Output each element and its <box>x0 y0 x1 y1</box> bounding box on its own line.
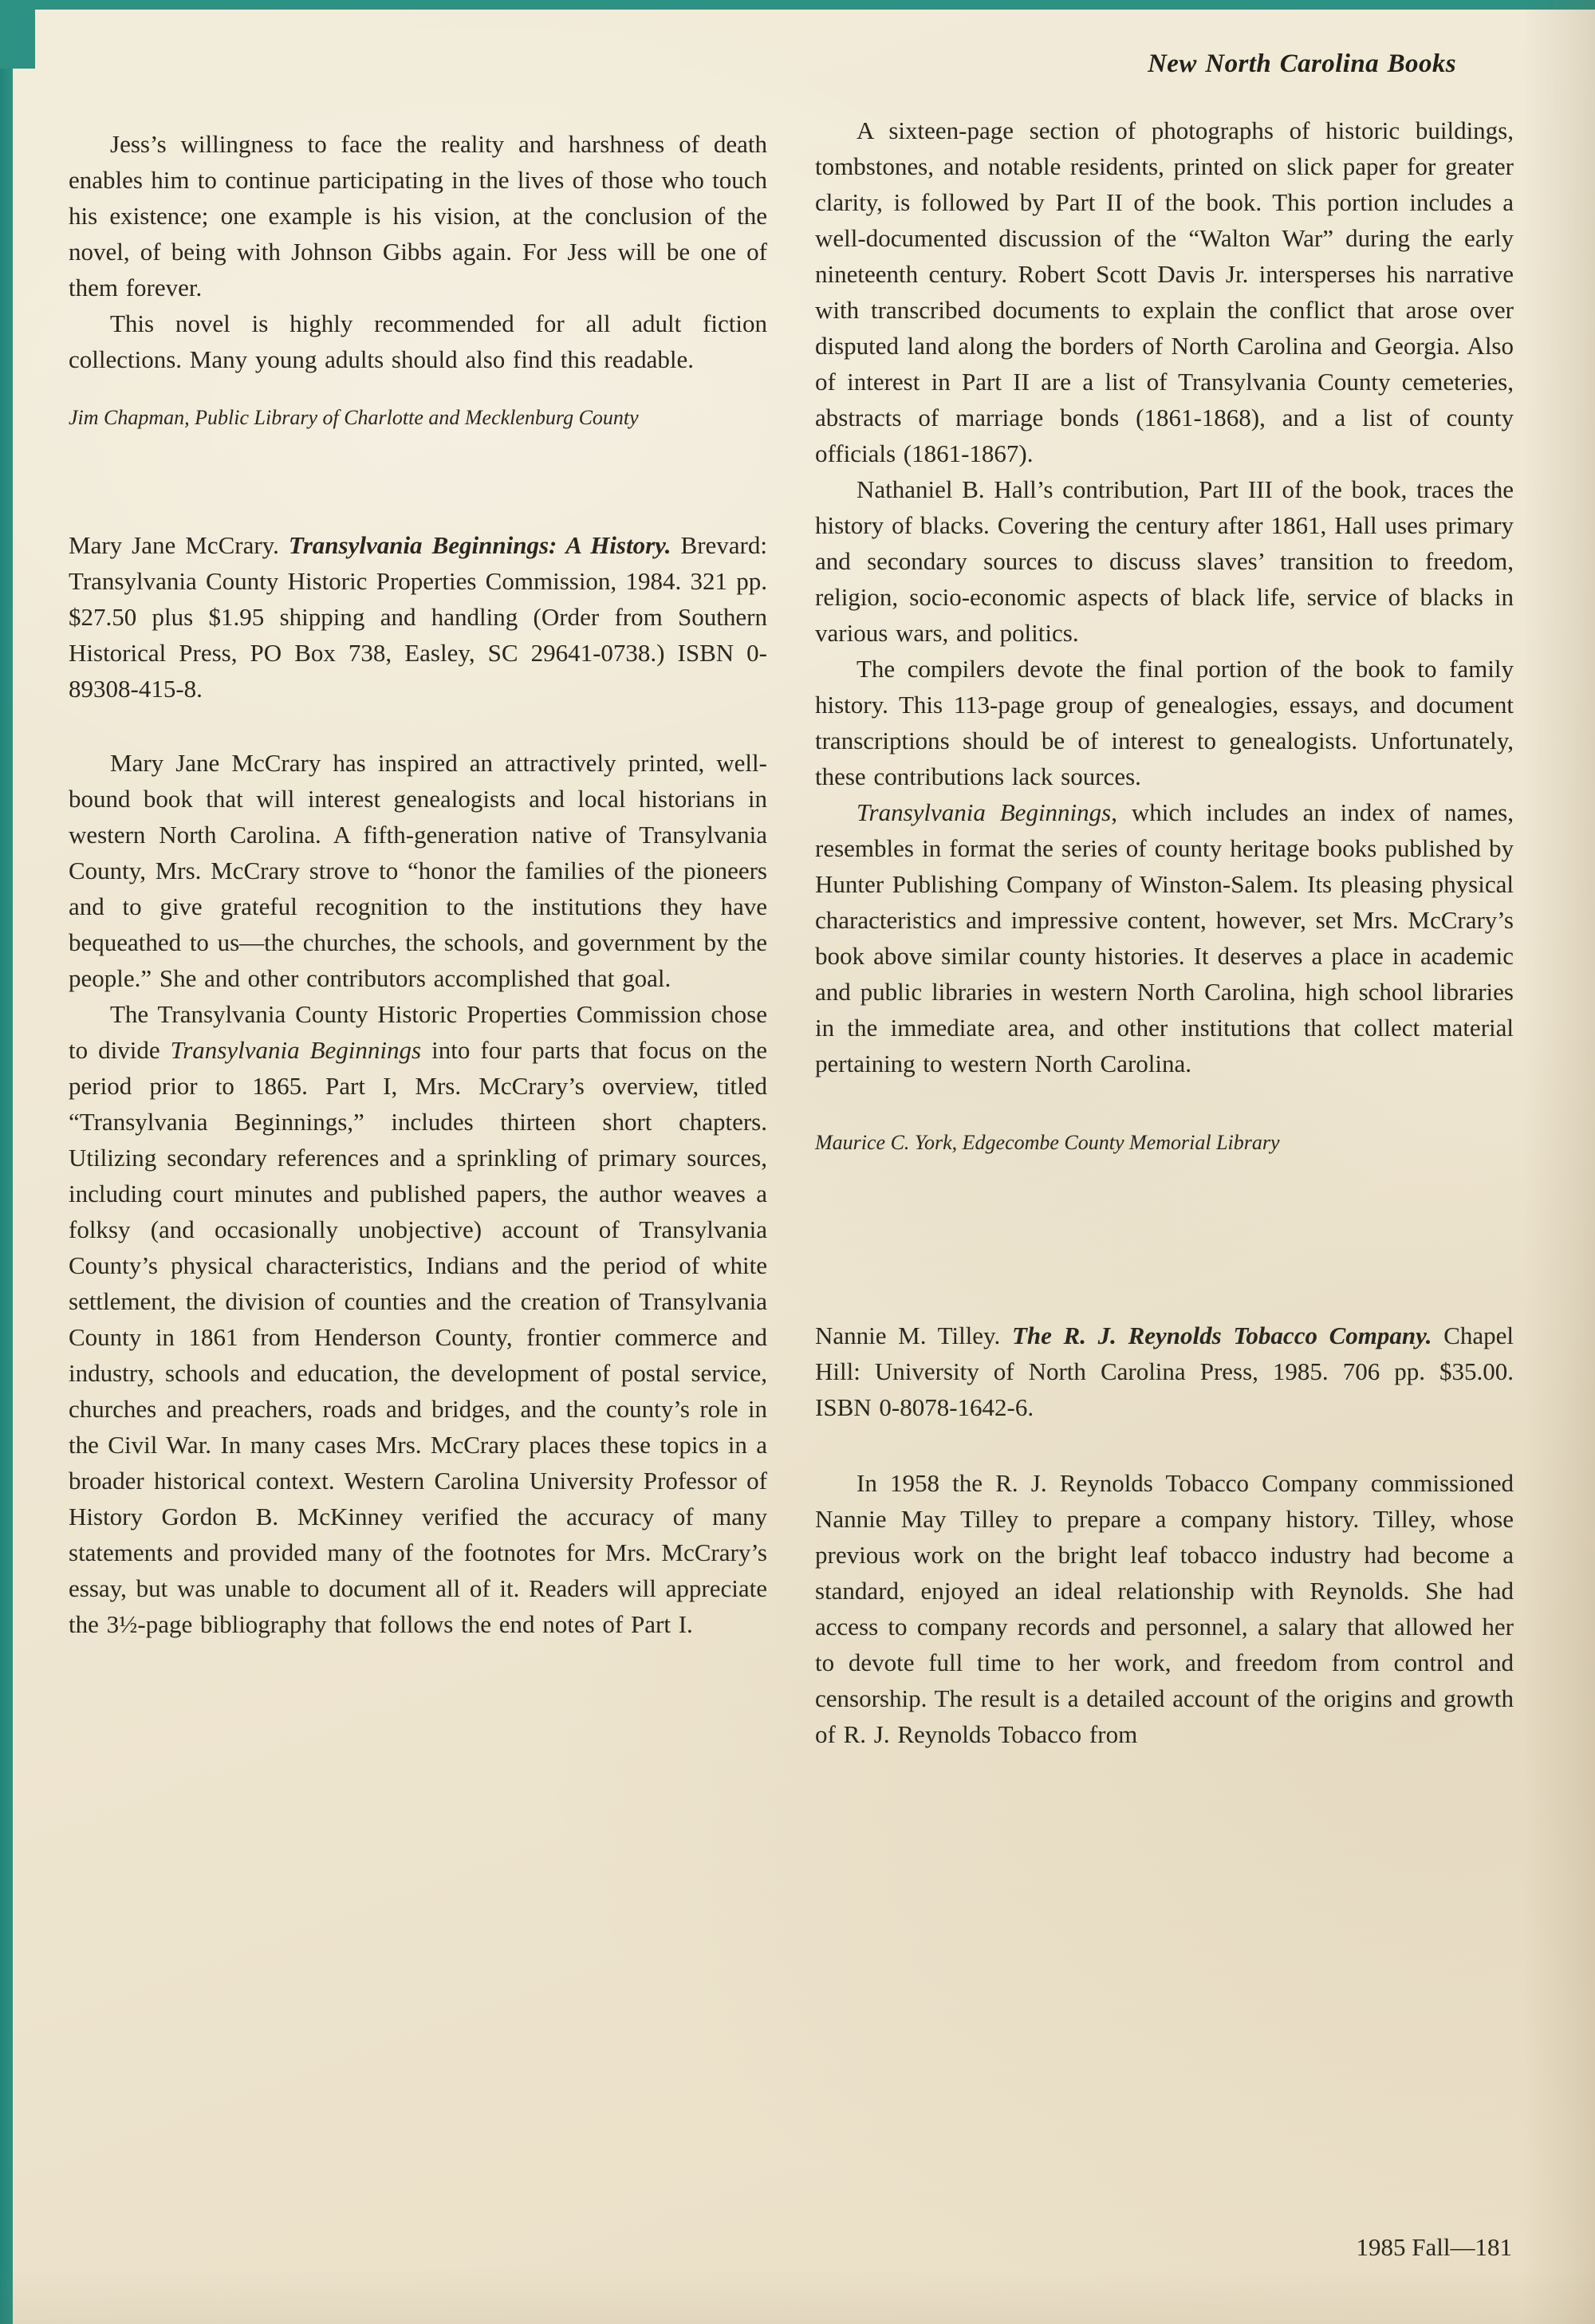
page-bottom-shadow <box>0 2268 1595 2324</box>
review-paragraph: The Transylvania County Historic Properties Commission chose to divide Transylvania Beginnings into four parts that focus on the period prior to 1865. Part I, Mrs. McCrary’s overview, titled “Transylvania Beginnings,” includes thirteen short chapters. Utilizing secondary references and a sprinkling of primary sources, including court minutes and published papers, the author weaves a folksy (and occasionally unobjective) account of Transylvania County’s physical characteristics, Indians and the period of white settlement, the division of counties and the creation of Transylvania County in 1861 from Henderson County, frontier commerce and industry, schools and education, the development of postal service, churches and preachers, roads and bridges, and the county’s role in the Civil War. In many cases Mrs. McCrary places these topics in a broader historical context. Western Carolina University Professor of History Gordon B. McKinney verified the accuracy of many statements and provided many of the footnotes for Mrs. McCrary’s essay, but was unable to document all of it. Readers will appreciate the 3½-page bibliography that follows the end notes of Part I. <box>69 1000 767 1638</box>
issue-page-number: 1985 Fall—181 <box>1356 2233 1512 2261</box>
page-content <box>69 37 1514 1752</box>
scan-edge-left <box>0 0 13 2324</box>
review-paragraph: Nathaniel B. Hall’s contribution, Part III of the book, traces the history of blacks. Covering the century after 1861, Hall uses primary and secondary sources to discuss slaves’ transition to freedom, religion, socio-economic aspects of black life, service of blacks in various wars, and politics. <box>815 475 1514 647</box>
review-paragraph: In 1958 the R. J. Reynolds Tobacco Company commissioned Nannie May Tilley to prepare a company history. Tilley, whose previous work on the bright leaf tobacco industry had become a standard, enjoyed an ideal relationship with Reynolds. She had access to company records and personnel, a salary that allowed her to devote full time to her work, and freedom from control and censorship. The result is a detailed account of the origins and growth of R. J. Reynolds Tobacco from <box>815 1469 1514 1748</box>
book-citation: Nannie M. Tilley. The R. J. Reynolds Tobacco Company. Chapel Hill: University of North Carolina Press, 1985. 706 pp. $35.00. ISBN 0-8078-1642-6. <box>815 1322 1514 1421</box>
reviewer-attribution: Jim Chapman, Public Library of Charlotte and Mecklenburg County <box>69 406 639 429</box>
running-head: New North Carolina Books <box>1148 49 1456 78</box>
review-paragraph: A sixteen-page section of photographs of historic buildings, tombstones, and notable residents, printed on slick paper for greater clarity, is followed by Part II of the book. This portion includes a well-documented discussion of the “Walton War” during the early nineteenth century. Robert Scott Davis Jr. intersperses his narrative with transcribed documents to explain the conflict that arose over disputed land along the borders of North Carolina and Georgia. Also of interest in Part II are a list of Transylvania County cemeteries, abstracts of marriage bonds (1861-1868), and a list of county officials (1861-1867). <box>815 116 1514 467</box>
scan-edge-corner <box>0 0 35 69</box>
review-paragraph: Jess’s willingness to face the reality and harshness of death enables him to continue participating in the lives of those who touch his existence; one example is his vision, at the conclusion of the novel, of being with Johnson Gibbs again. For Jess will be one of them forever. <box>69 130 767 301</box>
review-paragraph: This novel is highly recommended for all adult fiction collections. Many young adults should also find this readable. <box>69 309 767 373</box>
review-paragraph: Transylvania Beginnings, which includes an index of names, resembles in format the series of county heritage books published by Hunter Publishing Company of Winston-Salem. Its pleasing physical characteristics and impressive content, however, set Mrs. McCrary’s book above similar county histories. It deserves a place in academic and public libraries in western North Carolina, high school libraries in the immediate area, and other institutions that collect material pertaining to western North Carolina. <box>815 798 1514 1077</box>
page-curl-shadow <box>1523 0 1595 2324</box>
book-citation: Mary Jane McCrary. Transylvania Beginnings: A History. Brevard: Transylvania County Historic Properties Commission, 1984. 321 pp. $27.50 plus $1.95 shipping and handling (Order from Southern Historical Press, PO Box 738, Easley, SC 29641-0738.) ISBN 0-89308-415-8. <box>69 531 767 703</box>
left-column <box>69 37 767 1752</box>
reviewer-attribution: Maurice C. York, Edgecombe County Memorial Library <box>815 1131 1280 1154</box>
review-paragraph: Mary Jane McCrary has inspired an attractively printed, well-bound book that will interest genealogists and local historians in western North Carolina. A fifth-generation native of Transylvania County, Mrs. McCrary strove to “honor the families of the pioneers and to give grateful recognition to the institutions they have bequeathed to us—the churches, the schools, and government by the people.” She and other contributors accomplished that goal. <box>69 749 767 992</box>
scan-edge-top <box>0 0 1595 10</box>
right-column <box>815 37 1514 1752</box>
review-paragraph: The compilers devote the final portion of the book to family history. This 113-page group of genealogies, essays, and document transcriptions should be of interest to genealogists. Unfortunately, these contributions lack sources. <box>815 655 1514 790</box>
